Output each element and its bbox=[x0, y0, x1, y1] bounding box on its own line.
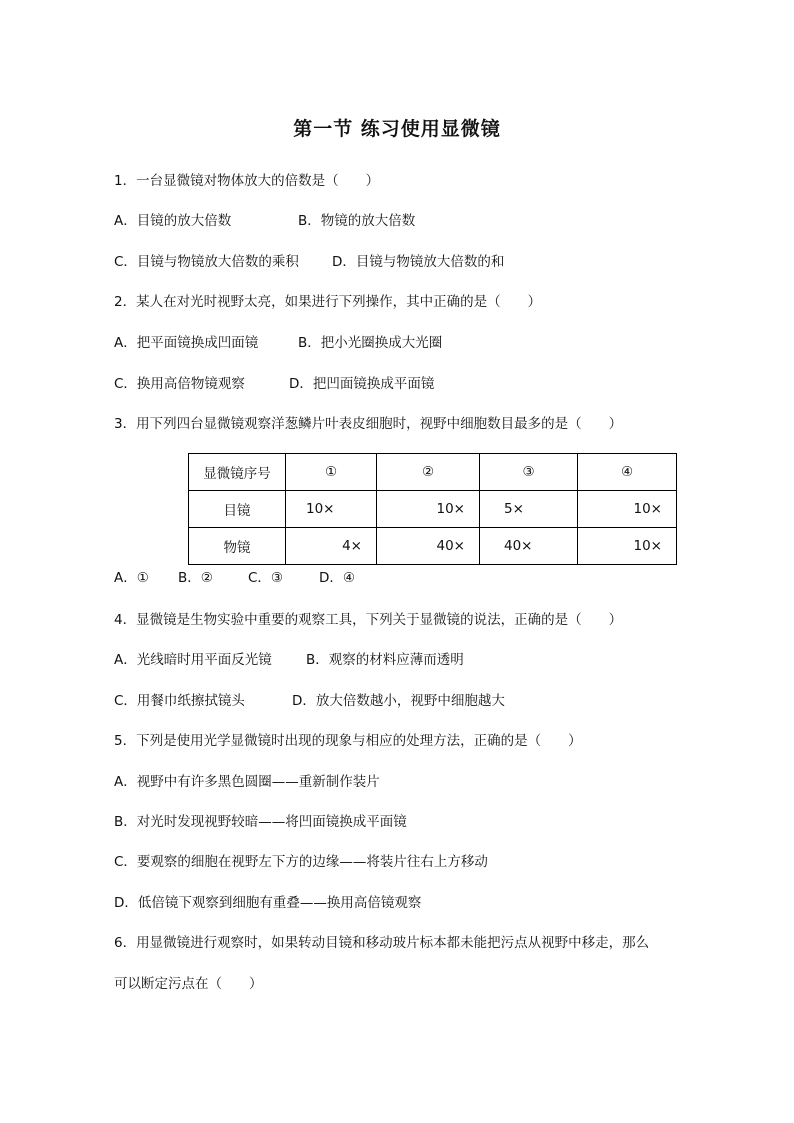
question-1-option-b: B．物镜的放大倍数 bbox=[298, 213, 416, 229]
question-3-option-b: B．② bbox=[178, 570, 213, 586]
question-2-option-d: D．把凹面镜换成平面镜 bbox=[289, 376, 435, 392]
microscope-table bbox=[188, 453, 677, 565]
table-row bbox=[189, 528, 677, 565]
question-1-stem: 1．一台显微镜对物体放大的倍数是（ ） bbox=[114, 173, 380, 189]
table-row bbox=[189, 491, 677, 528]
question-5-option-b: B．对光时发现视野较暗——将凹面镜换成平面镜 bbox=[114, 814, 407, 830]
question-2-stem: 2．某人在对光时视野太亮，如果进行下列操作，其中正确的是（ ） bbox=[114, 294, 542, 310]
question-3-option-d: D．④ bbox=[319, 570, 355, 586]
table-cell: 10× bbox=[578, 528, 677, 565]
table-row-label: 物镜 bbox=[189, 528, 286, 565]
question-3-option-c: C．③ bbox=[248, 570, 284, 586]
table-header-cell: ① bbox=[286, 454, 377, 491]
question-2-option-b: B．把小光圈换成大光圈 bbox=[298, 335, 443, 351]
table-cell: 40× bbox=[480, 528, 578, 565]
question-4-option-a: A．光线暗时用平面反光镜 bbox=[114, 652, 272, 668]
question-5-stem: 5．下列是使用光学显微镜时出现的现象与相应的处理方法，正确的是（ ） bbox=[114, 733, 582, 749]
table-cell: 10× bbox=[377, 491, 480, 528]
question-4-option-c: C．用餐巾纸擦拭镜头 bbox=[114, 693, 245, 709]
question-5-option-d: D．低倍镜下观察到细胞有重叠——换用高倍镜观察 bbox=[114, 895, 422, 911]
page-title: 第一节 练习使用显微镜 bbox=[293, 118, 501, 140]
table-row bbox=[189, 454, 677, 491]
table-header-cell: ③ bbox=[480, 454, 578, 491]
table-cell: 10× bbox=[578, 491, 677, 528]
table-cell: 40× bbox=[377, 528, 480, 565]
question-4-option-d: D．放大倍数越小，视野中细胞越大 bbox=[292, 693, 505, 709]
question-1-option-a: A．目镜的放大倍数 bbox=[114, 213, 232, 229]
question-6-stem: 6．用显微镜进行观察时，如果转动目镜和移动玻片标本都未能把污点从视野中移走，那么 bbox=[114, 935, 650, 951]
question-4-stem: 4．显微镜是生物实验中重要的观察工具，下列关于显微镜的说法，正确的是（ ） bbox=[114, 612, 623, 628]
table-header-cell: ④ bbox=[578, 454, 677, 491]
question-5-option-a: A．视野中有许多黑色圆圈——重新制作装片 bbox=[114, 774, 380, 790]
table-header-cell: ② bbox=[377, 454, 480, 491]
table-cell: 4× bbox=[286, 528, 377, 565]
question-6-stem-continued: 可以断定污点在（ ） bbox=[114, 976, 263, 992]
table-cell: 10× bbox=[286, 491, 377, 528]
question-3-stem: 3．用下列四台显微镜观察洋葱鳞片叶表皮细胞时，视野中细胞数目最多的是（ ） bbox=[114, 416, 623, 432]
question-2-option-c: C．换用高倍物镜观察 bbox=[114, 376, 245, 392]
question-4-option-b: B．观察的材料应薄而透明 bbox=[306, 652, 464, 668]
question-3-option-a: A．① bbox=[114, 570, 149, 586]
table-row-label: 目镜 bbox=[189, 491, 286, 528]
question-2-option-a: A．把平面镜换成凹面镜 bbox=[114, 335, 259, 351]
question-1-option-d: D．目镜与物镜放大倍数的和 bbox=[332, 254, 505, 270]
table-cell: 5× bbox=[480, 491, 578, 528]
question-5-option-c: C．要观察的细胞在视野左下方的边缘——将装片往右上方移动 bbox=[114, 854, 488, 870]
question-1-option-c: C．目镜与物镜放大倍数的乘积 bbox=[114, 254, 299, 270]
table-header-cell: 显微镜序号 bbox=[189, 454, 286, 491]
